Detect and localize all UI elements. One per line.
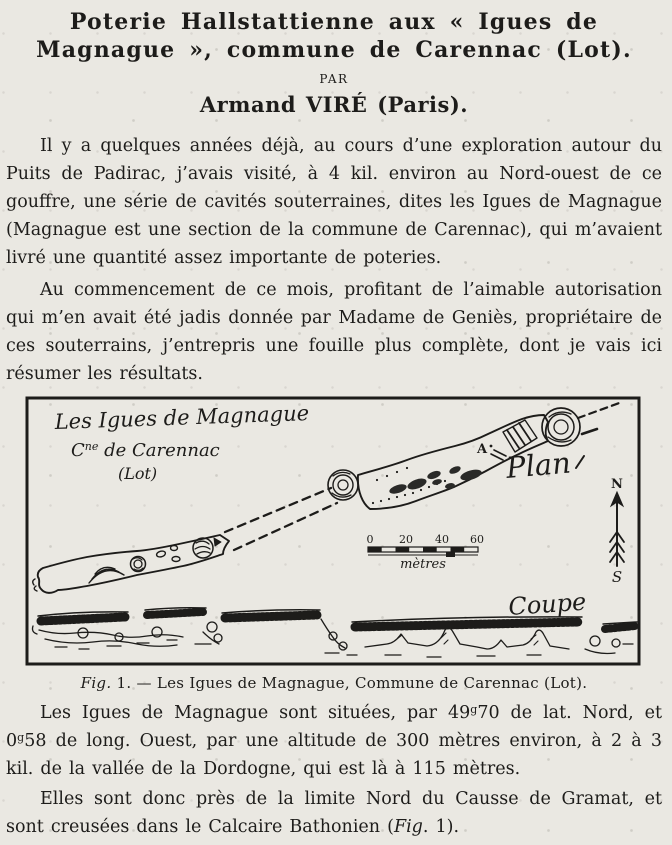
scale-tick-60: 60 [470,533,484,546]
paragraph-3-part-b: 70 de lat. Nord, et 0 [6,703,662,751]
paragraph-4 [6,785,662,841]
figure-caption [6,674,662,692]
scale-bar [367,533,485,572]
paragraph-3-part-a: Les Igues de Magnague sont situées, par 49 [40,703,471,723]
grade-superscript-1: g [470,703,478,716]
point-a-label: A [477,442,488,457]
paragraph-4-fig-ref: Fig [393,817,423,837]
coupe-label: Coupe [507,587,588,621]
article-title [6,8,662,64]
scale-unit: mètres [400,557,446,572]
paragraph-4-before: Elles sont donc près de la limite Nord du Causse de Gramat, et sont creusées dans le Calcaire Bathonien ( [6,789,662,837]
title-line-1: Poterie Hallstattienne aux « Igues de [69,9,599,35]
caption-fig-label: Fig. [80,674,112,692]
scale-tick-40: 40 [435,533,449,546]
paragraph-4-after: . 1). [422,817,460,837]
map-title [53,401,309,483]
plan-label: Plan [504,445,573,485]
map-figure-svg [25,396,642,668]
paragraph-1: Il y a quelques années déjà, au cours d’une exploration autour du Puits de Padirac, j’avais visité, à 4 kil. environ au Nord-ouest de ce gouffre, une série de cavités souterraines, dites les Igues de Magnague (Magnague est une section de la commune de Carennac), qui m’avaient livré une quantité assez importante de poteries. [6,136,662,268]
map-title-line-3: (Lot) [118,464,158,483]
figure-1 [25,396,642,668]
caption-text: 1. — Les Igues de Magnague, Commune de Carennac (Lot). [111,674,588,692]
north-label: N [611,477,623,492]
scale-tick-20: 20 [399,533,413,546]
map-title-line-2: $C^{ne}$ de Carennac [71,440,220,461]
scale-tick-0: 0 [366,533,374,546]
map-title-line-1: Les Igues de Magnague [54,401,310,434]
author-name: Armand VIRÉ (Paris). [199,92,469,117]
paragraph-3-part-c: 58 de long. Ouest, par une altitude de 300 mètres environ, à 2 à 3 kil. de la vallée de la Dordogne, qui est là à 115 mètres. [6,731,662,779]
paragraph-2: Au commencement de ce mois, profitant de l’aimable autorisation qui m’en avait été jadis donnée par Madame de Geniès, propriétaire de ces souterrains, j’entrepris une fouille plus complète, dont je vais ici résumer les résultats. [6,280,662,384]
paragraph-3 [6,699,662,783]
title-line-2: Magnague », commune de Carennac (Lot). [36,37,632,63]
hatched-blobs [388,465,483,496]
grade-superscript-2: g [17,731,25,744]
north-arrow [610,477,624,586]
byline-par: PAR [319,72,349,86]
south-label: S [611,568,623,586]
